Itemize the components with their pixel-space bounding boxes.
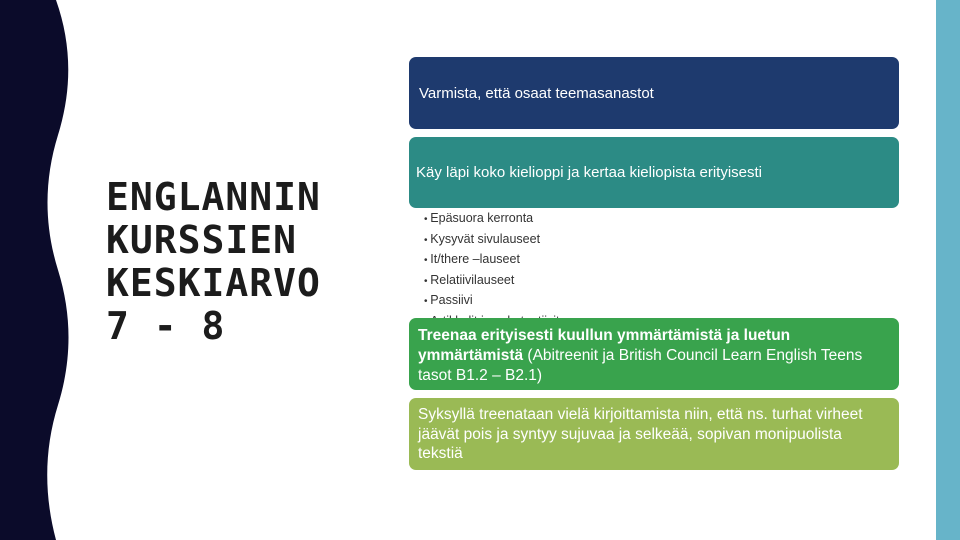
step-block-listening-reading [409, 318, 899, 390]
step-text: (Abitreenit ja British Council Learn English Teens tasot B1.2 – B2.1) [418, 347, 863, 384]
list-item: • Relatiivilauseet [424, 271, 894, 292]
slide-title: ENGLANNIN KURSSIEN KESKIARVO 7 - 8 [106, 175, 321, 348]
list-item: • Passiivi [424, 291, 894, 312]
decorative-wave-sidebar [0, 0, 80, 540]
step-text: Syksyllä treenataan vielä kirjoittamista niin, että ns. turhat virheet jäävät pois ja syntyy sujuvaa ja selkeää, sopivan monipuolista tekstiä [418, 406, 863, 462]
list-item: • It/there –lauseet [424, 250, 894, 271]
step-block-vocabulary [409, 57, 899, 129]
list-item: • Kysyvät sivulauseet [424, 230, 894, 251]
step-block-grammar [409, 137, 899, 208]
step-block-writing [409, 398, 899, 470]
accent-strip [936, 0, 960, 540]
grammar-topic-list [424, 209, 894, 332]
step-text: Varmista, että osaat teemasanastot [419, 85, 654, 102]
list-item: • Epäsuora kerronta [424, 209, 894, 230]
step-text-bold: Treenaa erityisesti kuullun ymmärtämistä ja luetun ymmärtämistä [418, 327, 791, 364]
step-text: Käy läpi koko kielioppi ja kertaa kieliopista erityisesti [416, 164, 762, 181]
